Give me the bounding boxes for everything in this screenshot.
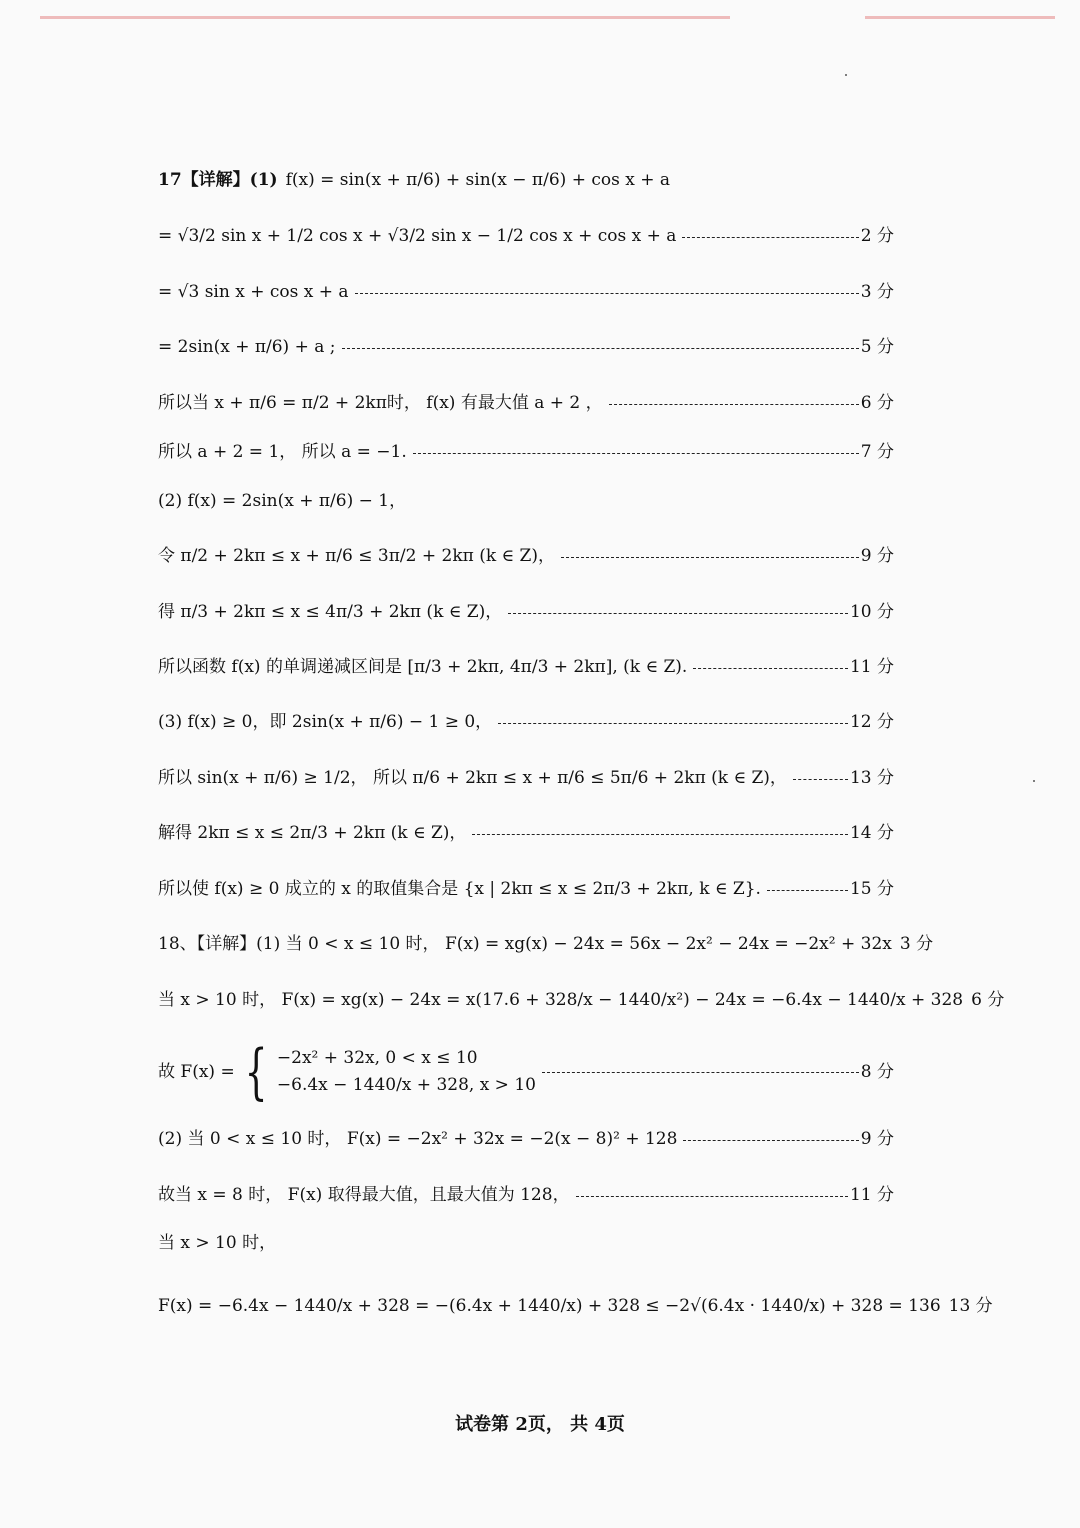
leader-dots bbox=[767, 889, 848, 891]
piecewise-case-2: −6.4x − 1440/x + 328, x > 10 bbox=[276, 1075, 536, 1095]
q17-line-7 bbox=[158, 548, 894, 565]
q17-line-6 bbox=[158, 493, 894, 510]
q18-line-6 bbox=[158, 1296, 993, 1316]
q17-line-3 bbox=[158, 339, 894, 356]
q18-line-3-eq: (2) 当 0 < x ≤ 10 时， F(x) = −2x² + 32x = −2(x − 8)² + 128 bbox=[158, 1129, 678, 1149]
leader-dots bbox=[561, 556, 859, 558]
q17-line-2 bbox=[158, 284, 894, 301]
q17-line-12-eq: 解得 2kπ ≤ x ≤ 2π/3 + 2kπ (k ∈ Z)， bbox=[158, 823, 467, 843]
q18-line-4 bbox=[158, 1187, 894, 1204]
score-mark: 13 分 bbox=[948, 1296, 993, 1316]
q17-line-0 bbox=[158, 172, 894, 189]
q17-line-11-eq: 所以 sin(x + π/6) ≥ 1/2， 所以 π/6 + 2kπ ≤ x + π/6 ≤ 5π/6 + 2kπ (k ∈ Z)， bbox=[158, 768, 787, 788]
score-mark: 14 分 bbox=[849, 823, 894, 843]
score-mark: 2 分 bbox=[860, 226, 894, 246]
leader-dots bbox=[472, 833, 848, 835]
q17-line-10 bbox=[158, 714, 894, 731]
score-mark: 6 分 bbox=[860, 393, 894, 413]
q17-line-8 bbox=[158, 604, 894, 621]
q17-line-8-eq: 得 π/3 + 2kπ ≤ x ≤ 4π/3 + 2kπ (k ∈ Z)， bbox=[158, 602, 503, 622]
q17-line-10-eq: (3) f(x) ≥ 0，即 2sin(x + π/6) − 1 ≥ 0， bbox=[158, 712, 493, 732]
q17-header: 17【详解】(1) bbox=[158, 170, 278, 190]
leader-dots bbox=[508, 612, 848, 614]
q17-line-12 bbox=[158, 825, 894, 842]
score-mark: 10 分 bbox=[849, 602, 894, 622]
q18-line-0-eq: 18、【详解】(1) 当 0 < x ≤ 10 时， F(x) = xg(x) − 24x = 56x − 2x² − 24x = −2x² + 32x bbox=[158, 934, 892, 954]
q17-line-9 bbox=[158, 659, 894, 676]
scan-speck bbox=[845, 74, 847, 76]
scan-speck bbox=[1033, 780, 1035, 782]
score-mark: 3 分 bbox=[899, 934, 934, 954]
score-mark: 13 分 bbox=[849, 768, 894, 788]
score-mark: 7 分 bbox=[860, 442, 894, 462]
score-mark: 15 分 bbox=[849, 879, 894, 899]
left-brace: { bbox=[244, 1037, 268, 1107]
q17-line-0-eq: f(x) = sin(x + π/6) + sin(x − π/6) + cos x + a bbox=[285, 170, 670, 190]
q18-line-3 bbox=[158, 1131, 894, 1148]
q18-line-6-eq: F(x) = −6.4x − 1440/x + 328 = −(6.4x + 1440/x) + 328 ≤ −2√(6.4x · 1440/x) + 328 = 136 bbox=[158, 1296, 941, 1316]
q17-line-1 bbox=[158, 228, 894, 245]
score-mark: 8 分 bbox=[860, 1061, 894, 1082]
score-mark: 11 分 bbox=[849, 1185, 894, 1205]
score-mark: 5 分 bbox=[860, 337, 894, 357]
score-mark: 9 分 bbox=[860, 1129, 894, 1149]
leader-dots bbox=[793, 778, 848, 780]
q17-line-11 bbox=[158, 770, 894, 787]
scan-edge-mark-left bbox=[40, 16, 730, 19]
score-mark: 9 分 bbox=[860, 546, 894, 566]
leader-dots bbox=[413, 452, 859, 454]
leader-dots bbox=[576, 1195, 848, 1197]
q18-line-2 bbox=[158, 1037, 894, 1107]
leader-dots bbox=[355, 292, 859, 294]
q17-line-4-eq: 所以当 x + π/6 = π/2 + 2kπ时， f(x) 有最大值 a + 2 ， bbox=[158, 393, 603, 413]
score-mark: 6 分 bbox=[971, 990, 1005, 1010]
score-mark: 3 分 bbox=[860, 282, 894, 302]
piecewise-system bbox=[235, 1037, 536, 1107]
q17-line-1-eq: = √3/2 sin x + 1/2 cos x + √3/2 sin x − 1/2 cos x + cos x + a bbox=[158, 226, 677, 246]
q18-line-1-eq: 当 x > 10 时， F(x) = xg(x) − 24x = x(17.6 + 328/x − 1440/x²) − 24x = −6.4x − 1440/x + 328 bbox=[158, 990, 964, 1010]
leader-dots bbox=[498, 722, 848, 724]
page-footer: 试卷第 2页， 共 4页 bbox=[455, 1414, 625, 1435]
piecewise-case-1: −2x² + 32x, 0 < x ≤ 10 bbox=[276, 1048, 478, 1068]
q17-line-3-eq: = 2sin(x + π/6) + a ; bbox=[158, 337, 336, 357]
q17-line-13 bbox=[158, 881, 894, 898]
q17-line-5-eq: 所以 a + 2 = 1， 所以 a = −1. bbox=[158, 442, 407, 462]
leader-dots bbox=[342, 347, 859, 349]
q18-line-1 bbox=[158, 990, 1005, 1010]
q18-line-4-eq: 故当 x = 8 时， F(x) 取得最大值，且最大值为 128， bbox=[158, 1185, 570, 1205]
q17-line-7-eq: 令 π/2 + 2kπ ≤ x + π/6 ≤ 3π/2 + 2kπ (k ∈ Z)， bbox=[158, 546, 555, 566]
q17-line-13-eq: 所以使 f(x) ≥ 0 成立的 x 的取值集合是 {x | 2kπ ≤ x ≤ 2π/3 + 2kπ, k ∈ Z}. bbox=[158, 879, 761, 899]
q17-line-9-eq: 所以函数 f(x) 的单调递减区间是 [π/3 + 2kπ, 4π/3 + 2kπ], (k ∈ Z). bbox=[158, 657, 688, 677]
score-mark: 11 分 bbox=[849, 657, 894, 677]
q17-line-6-eq: (2) f(x) = 2sin(x + π/6) − 1， bbox=[158, 491, 407, 511]
q18-line-5-eq: 当 x > 10 时， bbox=[158, 1233, 277, 1253]
leader-dots bbox=[683, 1139, 858, 1141]
q18-line-5 bbox=[158, 1235, 894, 1252]
q17-line-5 bbox=[158, 444, 894, 461]
leader-dots bbox=[682, 236, 858, 238]
leader-dots bbox=[542, 1071, 859, 1073]
q18-piecewise-lhs: 故 F(x) = bbox=[158, 1061, 235, 1082]
q18-line-0 bbox=[158, 934, 934, 954]
q17-line-4 bbox=[158, 395, 894, 412]
scan-edge-mark-right bbox=[865, 16, 1055, 19]
leader-dots bbox=[693, 667, 848, 669]
q17-line-2-eq: = √3 sin x + cos x + a bbox=[158, 282, 349, 302]
leader-dots bbox=[609, 403, 859, 405]
score-mark: 12 分 bbox=[849, 712, 894, 732]
